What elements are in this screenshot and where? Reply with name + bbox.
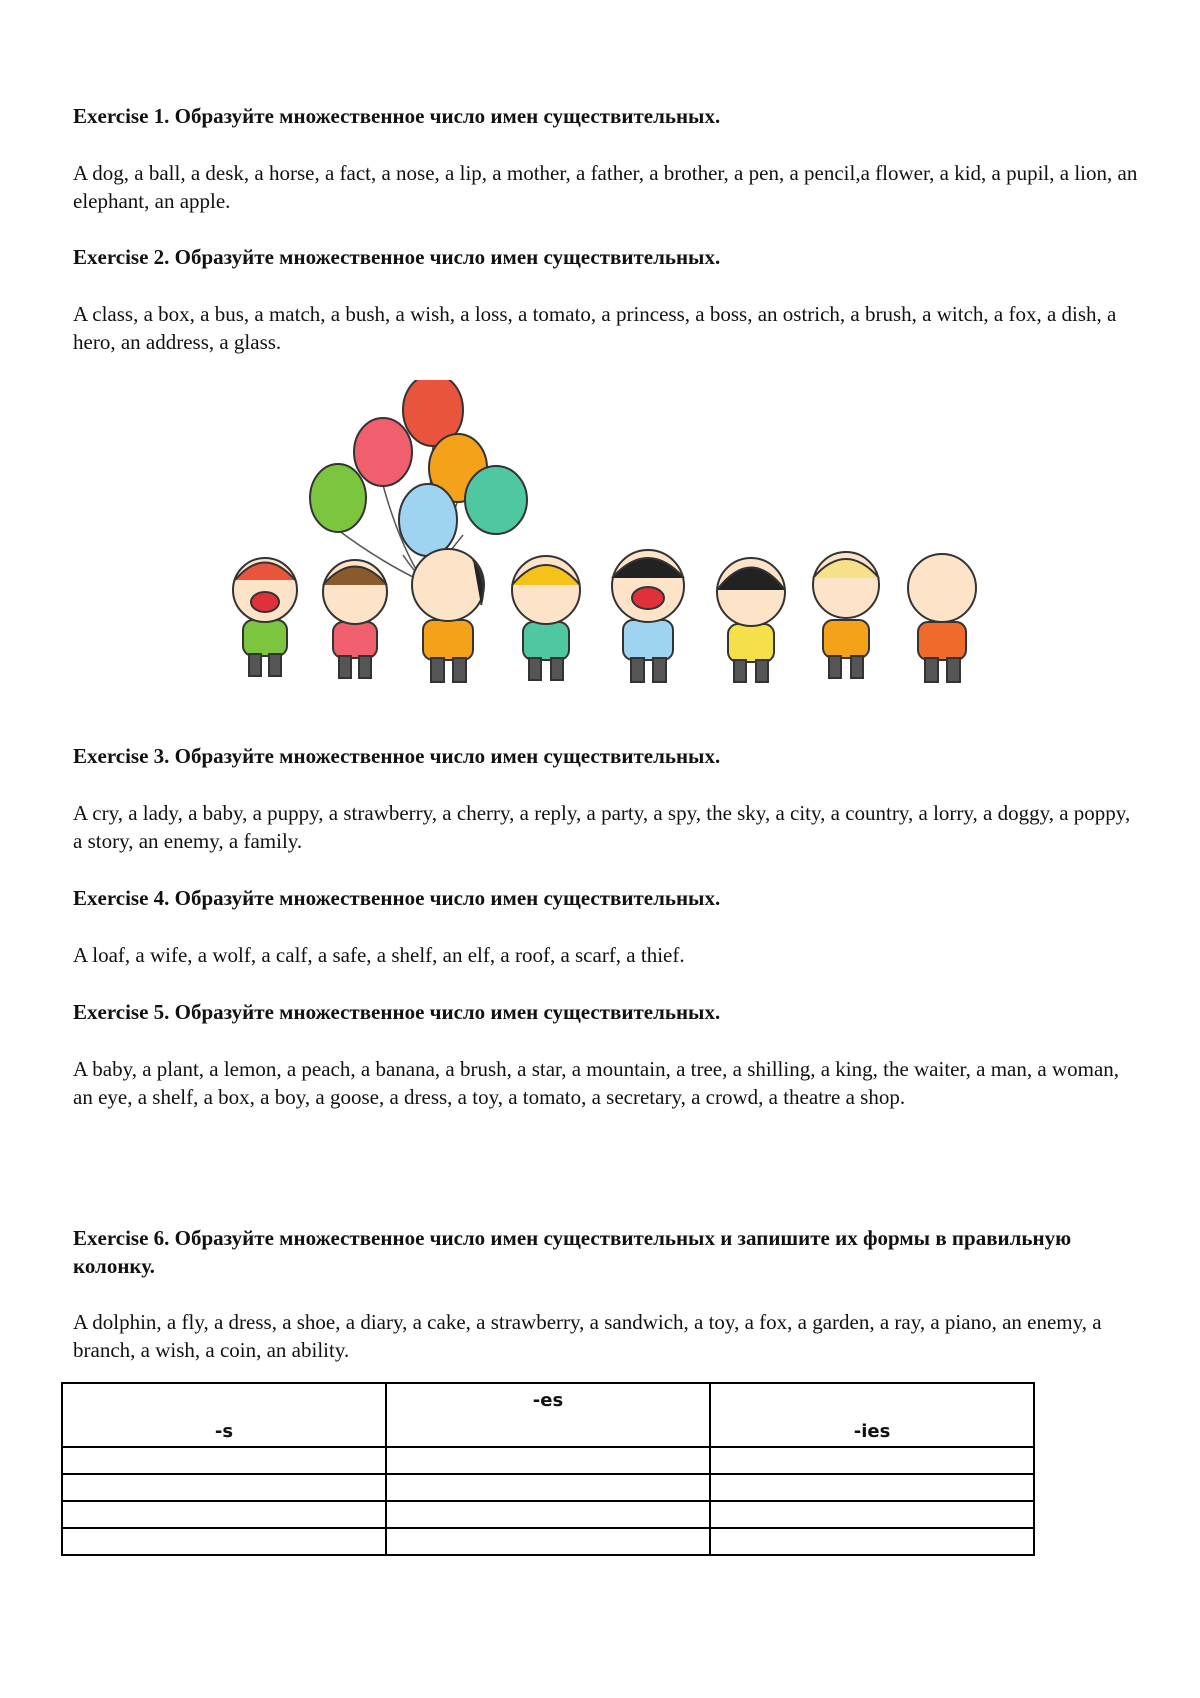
- answer-cell[interactable]: [62, 1447, 386, 1474]
- column-ies-header: -ies: [710, 1383, 1034, 1447]
- balloon-pink: [354, 418, 412, 486]
- answer-cell[interactable]: [710, 1528, 1034, 1555]
- answer-cell[interactable]: [62, 1474, 386, 1501]
- exercise-4-heading: Exercise 4. Образуйте множественное число имен существительных.: [73, 886, 721, 910]
- child-3: [412, 549, 484, 682]
- exercise-4-text: A loaf, a wife, a wolf, a calf, a safe, a shelf, an elf, a roof, a scarf, a thief.: [73, 943, 685, 967]
- exercise-3-text: A cry, a lady, a baby, a puppy, a strawberry, a cherry, a reply, a party, a spy, the sky, a city, a country, a lorry, a doggy, a poppy, a story, an enemy, a family.: [73, 801, 1131, 853]
- kids-with-balloons-illustration: [183, 380, 1103, 700]
- table-row: [62, 1501, 1034, 1528]
- child-5: [612, 550, 684, 682]
- answer-table-header: [62, 1383, 1034, 1447]
- child-8: [908, 554, 976, 682]
- answer-cell[interactable]: [386, 1528, 710, 1555]
- balloon-green: [310, 464, 366, 532]
- exercise-3-heading: Exercise 3. Образуйте множественное число имен существительных.: [73, 744, 721, 768]
- exercise-2-heading: Exercise 2. Образуйте множественное число имен существительных.: [73, 245, 721, 269]
- answer-cell[interactable]: [386, 1501, 710, 1528]
- answer-cell[interactable]: [386, 1447, 710, 1474]
- exercise-1-text: A dog, a ball, a desk, a horse, a fact, a nose, a lip, a mother, a father, a brother, a pen, a pencil,a flower, a kid, a pupil, a lion, an elephant, an apple.: [73, 161, 1138, 213]
- column-s-header: -s: [62, 1383, 386, 1447]
- exercise-6-text: A dolphin, a fly, a dress, a shoe, a diary, a cake, a strawberry, a sandwich, a toy, a fox, a garden, a ray, a piano, an enemy, a branch, a wish, a coin, an ability.: [73, 1310, 1102, 1362]
- exercise-5-text: A baby, a plant, a lemon, a peach, a banana, a brush, a star, a mountain, a tree, a shilling, a king, the waiter, a man, a woman, an eye, a shelf, a box, a boy, a goose, a dress, a toy, a tomato, a secretary, a crowd, a theatre a shop.: [73, 1057, 1120, 1109]
- child-7: [813, 552, 879, 678]
- answer-cell[interactable]: [62, 1528, 386, 1555]
- column-es-header: -es: [386, 1383, 710, 1447]
- exercise-2-text: A class, a box, a bus, a match, a bush, a wish, a loss, a tomato, a princess, a boss, an ostrich, a brush, a witch, a fox, a dish, a hero, an address, a glass.: [73, 302, 1117, 354]
- table-row: [62, 1447, 1034, 1474]
- answer-table: [61, 1382, 1035, 1556]
- exercise-1-heading: Exercise 1. Образуйте множественное число имен существительных.: [73, 104, 721, 128]
- table-row: [62, 1528, 1034, 1555]
- balloon-blue: [399, 484, 457, 556]
- answer-cell[interactable]: [710, 1474, 1034, 1501]
- child-6: [717, 558, 785, 682]
- exercise-5-heading: Exercise 5. Образуйте множественное число имен существительных.: [73, 1000, 721, 1024]
- exercise-6-heading: Exercise 6. Образуйте множественное число имен существительных и запишите их формы в правильную колонку.: [73, 1226, 1072, 1278]
- child-4: [512, 556, 580, 680]
- answer-cell[interactable]: [710, 1447, 1034, 1474]
- balloon-teal: [465, 466, 527, 534]
- answer-cell[interactable]: [386, 1474, 710, 1501]
- table-row: [62, 1474, 1034, 1501]
- answer-cell[interactable]: [62, 1501, 386, 1528]
- answer-cell[interactable]: [710, 1501, 1034, 1528]
- child-2: [323, 560, 387, 678]
- child-1: [233, 558, 297, 676]
